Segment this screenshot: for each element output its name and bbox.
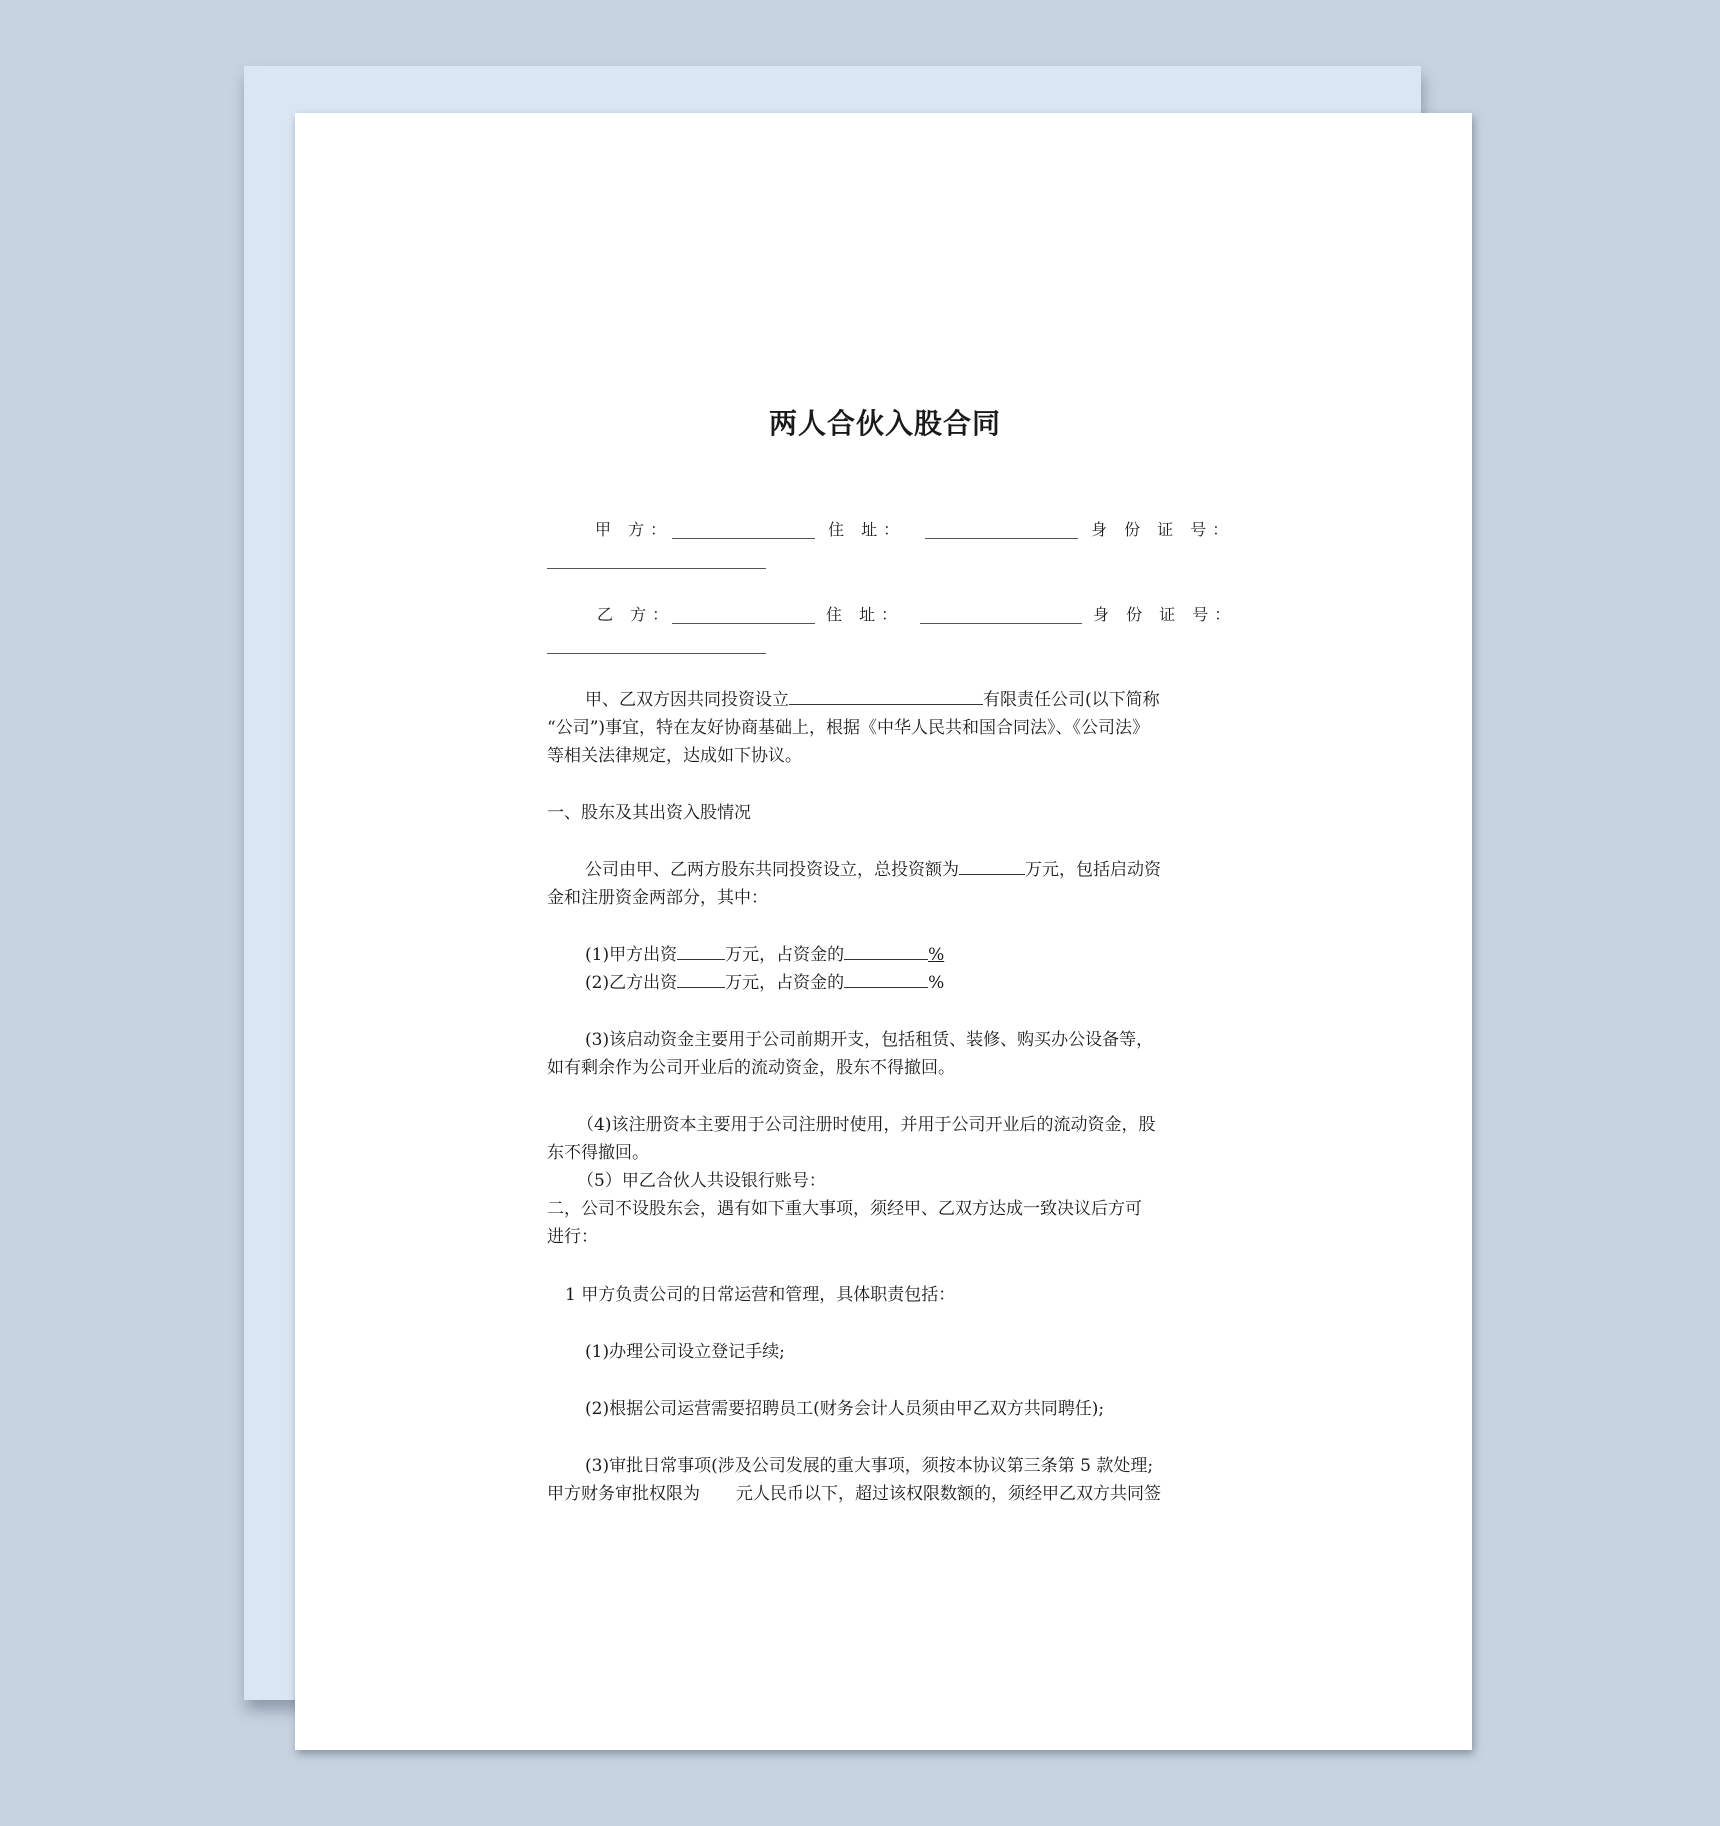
party-a-row xyxy=(547,516,1235,544)
party-b-amount-blank[interactable] xyxy=(677,969,725,988)
intro-line-2: “公司”)事宜，特在友好协商基础上，根据《中华人民共和国合同法》、《公司法》 xyxy=(547,718,1150,738)
intro-line-3: 等相关法律规定，达成如下协议。 xyxy=(547,746,802,766)
duty-1: (1)办理公司设立登记手续; xyxy=(585,1342,785,1362)
party-b-id-label: 身 份 证 号： xyxy=(1093,605,1237,624)
item-3-line-1: (3)该启动资金主要用于公司前期开支，包括租赁、装修、购买办公设备等， xyxy=(585,1030,1154,1050)
item-2-party-b-contribution: (2)乙方出资 万元，占资金的 % xyxy=(547,969,1261,997)
document-title: 两人合伙入股合同 xyxy=(768,407,1001,440)
party-a-percent-blank[interactable] xyxy=(844,941,928,960)
party-a-address-field[interactable] xyxy=(925,538,1078,539)
section-1-heading: 一、股东及其出资入股情况 xyxy=(547,803,751,823)
party-a-id-label: 身 份 证 号： xyxy=(1091,520,1235,539)
party-b-address-label: 住 址： xyxy=(826,605,904,624)
duty-3-line-2: 甲方财务审批权限为 元人民币以下，超过该权限数额的，须经甲乙双方共同签 xyxy=(547,1484,1161,1504)
item-4-line-1: （4)该注册资本主要用于公司注册时使用，并用于公司开业后的流动资金，股 xyxy=(577,1115,1156,1135)
item-4-line-2: 东不得撤回。 xyxy=(547,1143,649,1163)
section-2-sub-1: 1 甲方负责公司的日常运营和管理，具体职责包括： xyxy=(565,1285,956,1305)
duty-3-line-1: (3)审批日常事项(涉及公司发展的重大事项，须按本协议第三条第 5 款处理; xyxy=(585,1456,1154,1476)
item-5-bank-account: （5）甲乙合伙人共设银行账号： xyxy=(577,1171,826,1191)
duty-2: (2)根据公司运营需要招聘员工(财务会计人员须由甲乙双方共同聘任); xyxy=(585,1399,1105,1419)
party-a-name-field[interactable] xyxy=(672,538,815,539)
total-investment-blank[interactable] xyxy=(959,856,1025,875)
party-b-label: 乙 方： xyxy=(597,605,675,624)
section-2-heading-line-1: 二，公司不设股东会，遇有如下重大事项，须经甲、乙双方达成一致决议后方可 xyxy=(547,1199,1142,1219)
party-a-amount-blank[interactable] xyxy=(677,941,725,960)
party-a-label: 甲 方： xyxy=(595,520,673,539)
section-2-heading-line-2: 进行： xyxy=(547,1227,598,1247)
intro-line-1: 甲、乙双方因共同投资设立 有限责任公司(以下简称 xyxy=(547,686,1261,714)
company-name-blank[interactable] xyxy=(789,686,983,705)
item-3-line-2: 如有剩余作为公司开业后的流动资金，股东不得撤回。 xyxy=(547,1058,955,1078)
party-b-name-field[interactable] xyxy=(672,623,815,624)
party-b-address-field[interactable] xyxy=(920,623,1082,624)
item-1-party-a-contribution: (1)甲方出资 万元，占资金的 % xyxy=(547,941,1261,969)
party-b-row xyxy=(547,601,1237,629)
party-b-percent-blank[interactable] xyxy=(844,969,928,988)
document-page xyxy=(295,113,1472,1750)
party-a-id-field[interactable] xyxy=(547,568,766,569)
party-a-address-label: 住 址： xyxy=(828,520,906,539)
party-b-id-field[interactable] xyxy=(547,653,766,654)
investment-line-1: 公司由甲、乙两方股东共同投资设立，总投资额为 万元，包括启动资 xyxy=(547,856,1261,884)
investment-line-2: 金和注册资金两部分，其中： xyxy=(547,888,768,908)
